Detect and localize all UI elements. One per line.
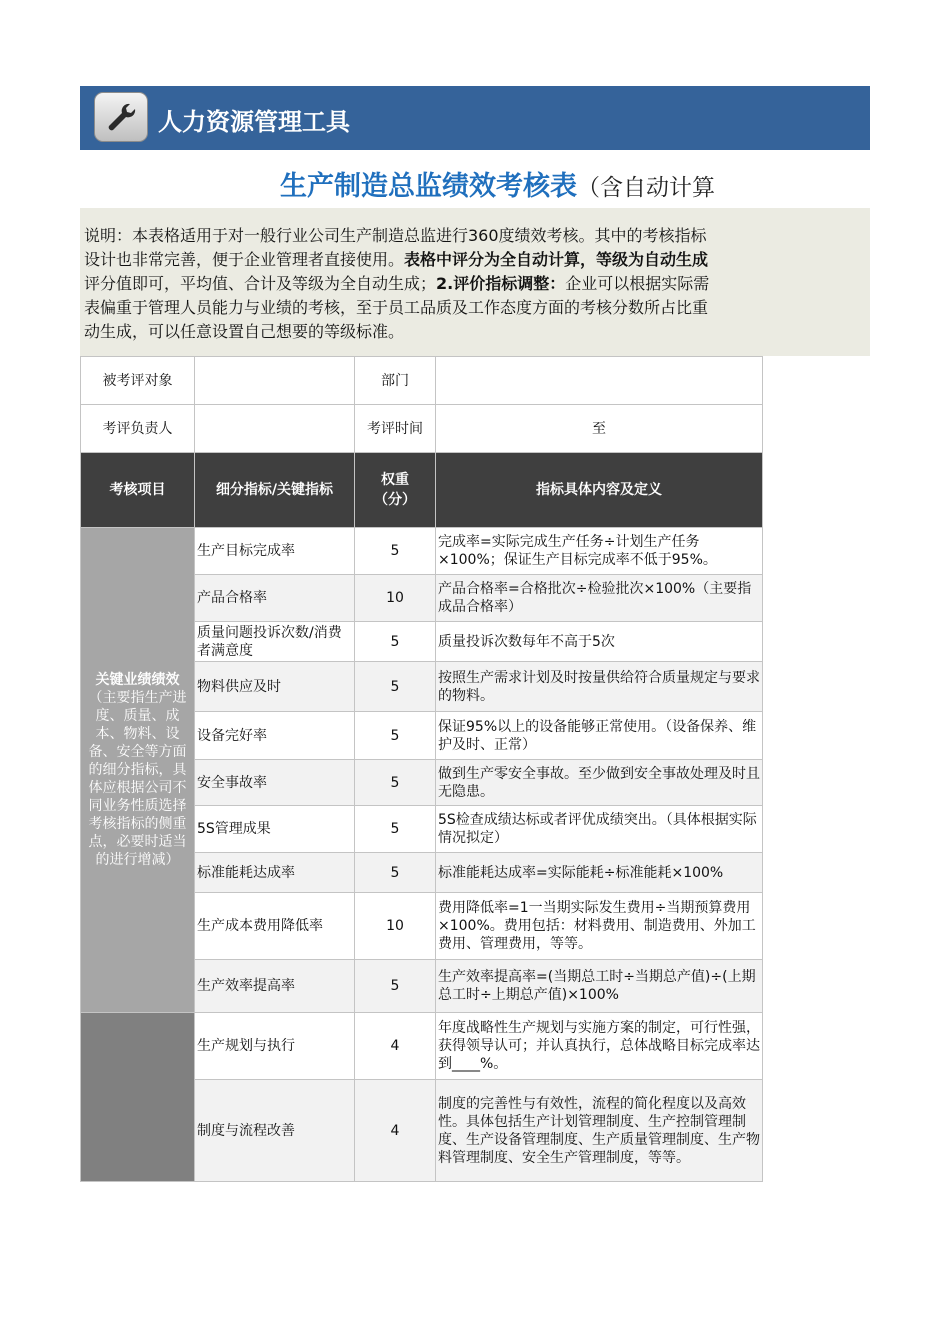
desc-line-1: 说明：本表格适用于对一般行业公司生产制造总监进行360度绩效考核。其中的考核指标 [84, 226, 707, 245]
indicator-cell: 安全事故率 [195, 760, 355, 806]
header-weight: 权重 （分） [355, 453, 436, 528]
banner-title: 人力资源管理工具 [158, 108, 350, 136]
description-text [84, 224, 764, 348]
desc-line-5: 动生成，可以任意设置自己想要的等级标准。 [84, 322, 405, 341]
info-row-owner [81, 405, 763, 453]
time-value-cell[interactable]: 至 [436, 405, 763, 453]
weight-cell[interactable]: 4 [355, 1080, 436, 1182]
definition-cell: 按照生产需求计划及时按量供给符合质量规定与要求的物料。 [436, 662, 763, 712]
indicator-cell: 制度与流程改善 [195, 1080, 355, 1182]
time-label: 考评时间 [355, 405, 436, 453]
indicator-cell: 5S管理成果 [195, 806, 355, 853]
indicator-cell: 产品合格率 [195, 575, 355, 622]
desc-line-2: 设计也非常完善，便于企业管理者直接使用。表格中评分为全自动计算，等级为自动生成 [84, 250, 709, 269]
category-management [81, 1013, 195, 1182]
weight-cell[interactable]: 4 [355, 1013, 436, 1080]
table-row [81, 1013, 763, 1080]
title-sub: （含自动计算 [577, 175, 715, 201]
indicator-cell: 生产成本费用降低率 [195, 893, 355, 960]
dept-label: 部门 [355, 357, 436, 405]
category-key-performance [81, 528, 195, 1013]
definition-cell: 产品合格率=合格批次÷检验批次×100%（主要指成品合格率） [436, 575, 763, 622]
info-row-target [81, 357, 763, 405]
table-row [81, 528, 763, 575]
indicator-cell: 生产规划与执行 [195, 1013, 355, 1080]
indicator-cell: 生产目标完成率 [195, 528, 355, 575]
definition-cell: 完成率=实际完成生产任务÷计划生产任务×100%；保证生产目标完成率不低于95%。 [436, 528, 763, 575]
indicator-cell: 物料供应及时 [195, 662, 355, 712]
header-definition: 指标具体内容及定义 [436, 453, 763, 528]
table-header-row [81, 453, 763, 528]
weight-cell[interactable]: 5 [355, 853, 436, 893]
definition-cell: 生产效率提高率=(当期总工时÷当期总产值)÷(上期总工时÷上期总产值)×100% [436, 960, 763, 1013]
indicator-cell: 标准能耗达成率 [195, 853, 355, 893]
definition-cell: 做到生产零安全事故。至少做到安全事故处理及时且无隐患。 [436, 760, 763, 806]
definition-cell: 制度的完善性与有效性，流程的简化程度以及高效性。具体包括生产计划管理制度、生产控制管理制度、生产设备管理制度、生产质量管理制度、生产物料管理制度、安全生产管理制度，等等。 [436, 1080, 763, 1182]
weight-cell[interactable]: 5 [355, 528, 436, 575]
weight-cell[interactable]: 10 [355, 575, 436, 622]
indicator-cell: 生产效率提高率 [195, 960, 355, 1013]
dept-value-cell[interactable] [436, 357, 763, 405]
header-banner [80, 86, 870, 150]
assessment-table [80, 356, 763, 1182]
weight-cell[interactable]: 5 [355, 622, 436, 662]
definition-cell: 保证95%以上的设备能够正常使用。（设备保养、维护及时、正常） [436, 712, 763, 760]
document-title [280, 164, 715, 203]
definition-cell: 5S检查成绩达标或者评优成绩突出。（具体根据实际情况拟定） [436, 806, 763, 853]
weight-cell[interactable]: 10 [355, 893, 436, 960]
desc-line-3: 评分值即可，平均值、合计及等级为全自动生成；2.评价指标调整：企业可以根据实际需 [84, 274, 710, 293]
wrench-icon [94, 92, 148, 142]
target-label: 被考评对象 [81, 357, 195, 405]
owner-label: 考评负责人 [81, 405, 195, 453]
desc-line-4: 表偏重于管理人员能力与业绩的考核，至于员工品质及工作态度方面的考核分数所占比重 [84, 298, 709, 317]
document-title-area [80, 150, 770, 208]
weight-cell[interactable]: 5 [355, 760, 436, 806]
weight-cell[interactable]: 5 [355, 662, 436, 712]
description-box [80, 208, 870, 356]
target-value-cell[interactable] [195, 357, 355, 405]
definition-cell: 质量投诉次数每年不高于5次 [436, 622, 763, 662]
owner-value-cell[interactable] [195, 405, 355, 453]
title-main: 生产制造总监绩效考核表 [280, 171, 577, 202]
weight-cell[interactable]: 5 [355, 960, 436, 1013]
weight-cell[interactable]: 5 [355, 806, 436, 853]
definition-cell: 标准能耗达成率=实际能耗÷标准能耗×100% [436, 853, 763, 893]
header-category: 考核项目 [81, 453, 195, 528]
definition-cell: 费用降低率=1一当期实际发生费用÷当期预算费用×100%。费用包括：材料费用、制造费用、外加工费用、管理费用，等等。 [436, 893, 763, 960]
indicator-cell: 设备完好率 [195, 712, 355, 760]
category-title: 关键业绩绩效 [95, 672, 180, 688]
weight-cell[interactable]: 5 [355, 712, 436, 760]
header-indicator: 细分指标/关键指标 [195, 453, 355, 528]
definition-cell: 年度战略性生产规划与实施方案的制定，可行性强，获得领导认可；并认真执行，总体战略目标完成率达到____%。 [436, 1013, 763, 1080]
indicator-cell: 质量问题投诉次数/消费者满意度 [195, 622, 355, 662]
category-desc: （主要指生产进度、质量、成本、物料、设备、安全等方面的细分指标，具体应根据公司不同业务性质选择考核指标的侧重点，必要时适当的进行增减） [88, 690, 187, 868]
